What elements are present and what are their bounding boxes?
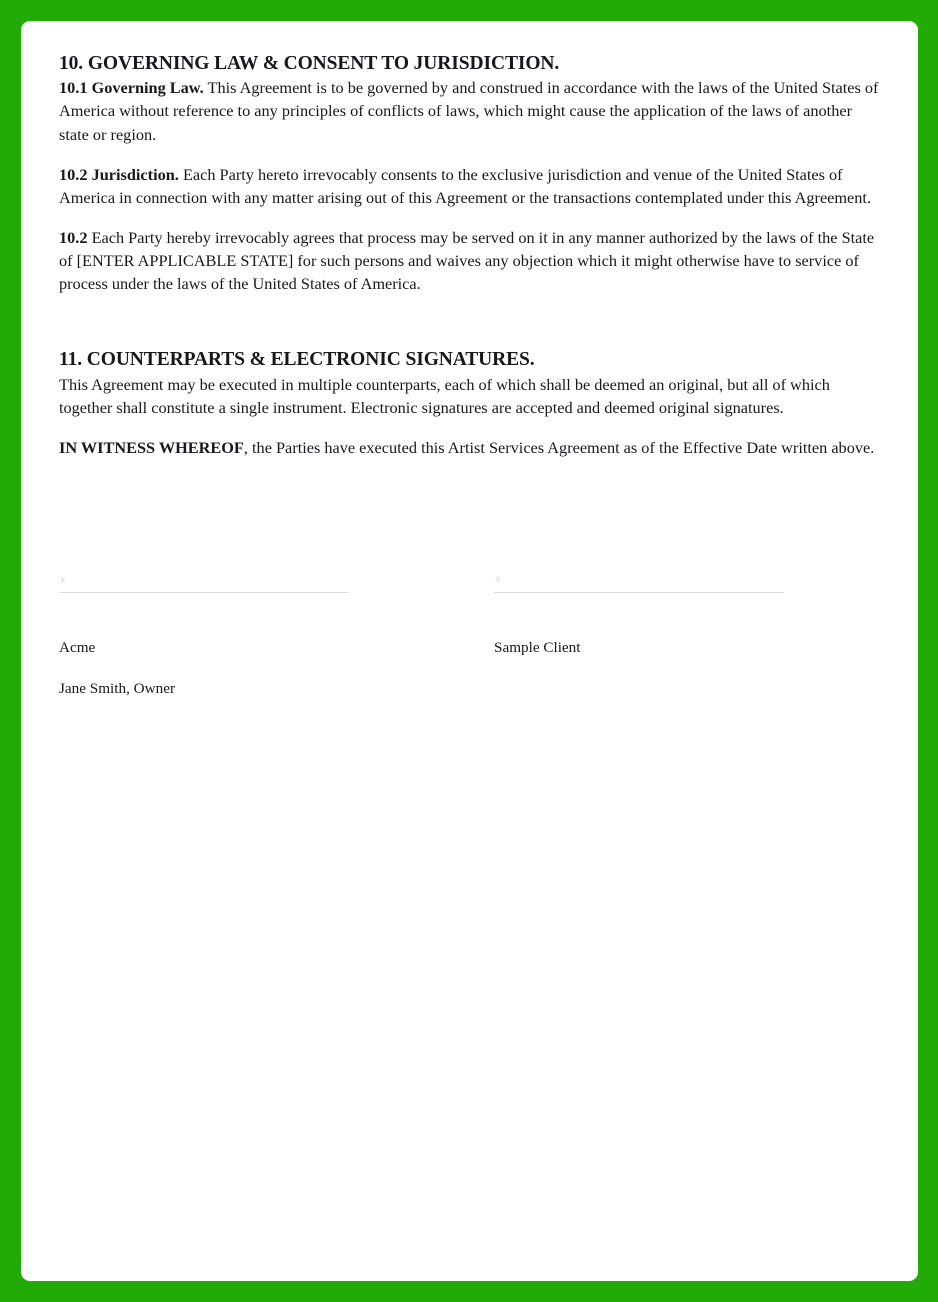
clause-10-2-jurisdiction xyxy=(59,163,880,209)
section-11 xyxy=(59,347,880,459)
section-11-heading: 11. COUNTERPARTS & ELECTRONIC SIGNATURES. xyxy=(59,349,535,371)
document-page xyxy=(21,21,918,1281)
signature-line-acme xyxy=(59,592,349,593)
in-witness-whereof-body: , the Parties have executed this Artist Services Agreement as of the Effective Date written above. xyxy=(243,438,875,458)
clause-10-1-lead: 10.1 Governing Law. xyxy=(59,78,204,98)
signature-area xyxy=(59,571,880,699)
signature-party-name-acme: Acme xyxy=(59,639,96,657)
signature-block-client xyxy=(494,571,784,699)
clause-10-2-process-lead: 10.2 xyxy=(59,228,88,248)
clause-10-2-jurisdiction-lead: 10.2 Jurisdiction. xyxy=(59,164,179,184)
in-witness-whereof-lead: IN WITNESS WHEREOF xyxy=(59,438,244,458)
signature-signer-acme: Jane Smith, Owner xyxy=(59,679,175,697)
signature-party-name-client: Sample Client xyxy=(494,639,581,657)
clause-10-1-body: This Agreement is to be governed by and construed in accordance with the laws of the United States of America without reference to any principles of conflicts of laws, which might cause the application of the laws of another state or region. xyxy=(59,78,879,144)
signature-field-acme[interactable] xyxy=(59,571,349,592)
clause-in-witness-whereof xyxy=(59,436,880,459)
clause-10-2-process-body: Each Party hereby irrevocably agrees that process may be served on it in any manner authorized by the laws of the State of [ENTER APPLICABLE STATE] for such persons and waives any objection which it might otherwise have to service of process under the laws of the United States of America. xyxy=(59,228,875,294)
clause-10-1 xyxy=(59,76,880,145)
signature-x-mark-icon: x xyxy=(495,574,501,586)
clause-10-2-process xyxy=(59,226,880,295)
clause-10-2-jurisdiction-body: Each Party hereto irrevocably consents to the exclusive jurisdiction and venue of the United States of America in connection with any matter arising out of this Agreement or the transactions contemplated under this Agreement. xyxy=(59,164,872,207)
clause-11-counterparts xyxy=(59,373,880,419)
section-10-heading: 10. GOVERNING LAW & CONSENT TO JURISDICTION. xyxy=(59,53,560,74)
clause-11-counterparts-body: This Agreement may be executed in multiple counterparts, each of which shall be deemed an original, but all of which together shall constitute a single instrument. Electronic signatures are accepted and deemed original signatures. xyxy=(59,374,830,417)
signature-x-mark-icon: x xyxy=(60,574,66,586)
signature-line-client xyxy=(494,592,784,593)
section-10 xyxy=(59,51,880,295)
signature-block-acme xyxy=(59,571,349,699)
document-body xyxy=(21,21,918,699)
signature-field-client[interactable] xyxy=(494,571,784,592)
